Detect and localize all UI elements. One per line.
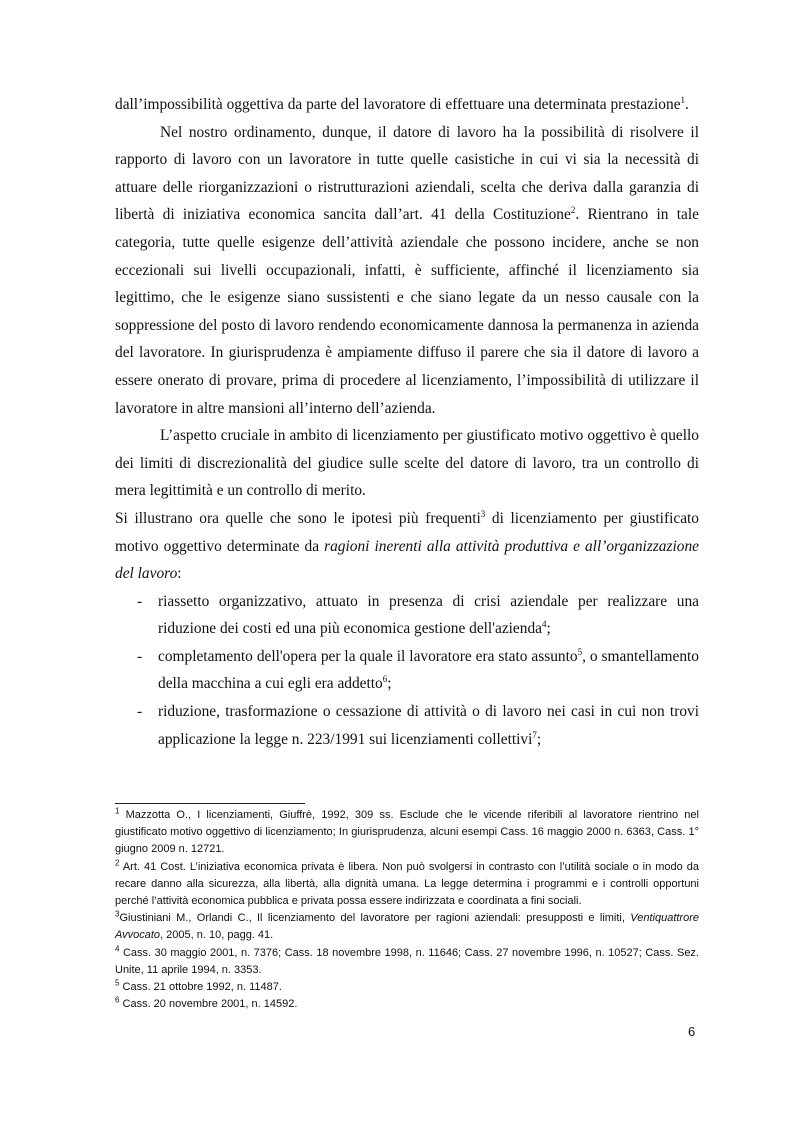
italic-phrase: ragioni inerenti alla attività produttiva e all’organizzazione del lavoro <box>115 537 699 583</box>
paragraph-3: L’aspetto cruciale in ambito di licenziamento per giustificato motivo oggettivo è quello dei limiti di discrezionalità del giudice sulle scelte del datore di lavoro, tra un controllo di mera legittimità e un controllo di merito. <box>115 427 699 500</box>
footnote-ref-3: 3 <box>480 508 486 519</box>
body-text <box>115 91 699 753</box>
footnote-separator <box>115 803 305 804</box>
footnote-6: $^6$ Cass. 20 novembre 2001, n. 14592. <box>115 995 298 1011</box>
paragraph-1: dall’impossibilità oggettiva da parte del lavoratore di effettuare una determinata prestazione$^1$. <box>115 94 689 113</box>
footnote-4: $^4$ Cass. 30 maggio 2001, n. 7376; Cass. 18 novembre 1998, n. 11646; Cass. 27 novembre 1996, n. 10527; Cass. Sez. Unite, 11 aprile 1994, n. 3353. <box>115 943 699 976</box>
list-dash: - <box>137 592 143 610</box>
footnotes <box>115 807 699 1013</box>
page-number: 6 <box>688 1024 696 1039</box>
footnote-ref-6: 6 <box>382 674 388 685</box>
paragraph-2: Nel nostro ordinamento, dunque, il datore di lavoro ha la possibilità di risolvere il rapporto di lavoro con un lavoratore in tutte quelle casistiche in cui vi sia la necessità di attuare delle riorganizzazioni o ristrutturazioni aziendali, scelta che deriva dalla garanzia di libertà di iniziativa economica sancita dall’art. 41 della Costituzione$^2$. Rientrano in tale categoria, tutte quelle esigenze dell’attività aziendale che possono incidere, anche se non eccezionali sui livelli occupazionali, infatti, è sufficiente, affinché il licenziamento sia legittimo, che le esigenze siano sussistenti e che siano legate da un nesso causale con la soppressione del posto di lavoro rendendo economicamente dannosa la permanenza in azienda del lavoratore. In giurisprudenza è ampiamente diffuso il parere che sia il datore di lavoro a essere onerato di provare, prima di procedere al licenziamento, l’impossibilità di utilizzare il lavoratore in altre mansioni all’interno dell’azienda. <box>115 123 699 417</box>
paragraph-4: Si illustrano ora quelle che sono le ipotesi più frequenti$^3$ di licenziamento per giustificato motivo oggettivo determinate da ragioni inerenti alla attività produttiva e all’organizzazione del lavoro: <box>115 508 699 583</box>
footnote-3: $^3$Giustiniani M., Orlandi C., Il licenziamento del lavoratore per ragioni aziendali: presupposti e limiti, Ventiquattrore Avvocato, 2005, n. 10, pagg. 41. <box>115 909 699 942</box>
list-dash: - <box>137 647 143 665</box>
footnote-ref-1: 1 <box>680 94 686 105</box>
footnote-ref-5: 5 <box>577 646 583 657</box>
footnote-ref-4: 4 <box>541 619 547 630</box>
footnote-2: $^2$ Art. 41 Cost. L’iniziativa economica privata è libera. Non può svolgersi in contrasto con l’utilità sociale o in modo da recare danno alla sicurezza, alla libertà, alla dignità umana. La legge determina i programmi e i controlli opportuni perché l’attività economica pubblica e privata possa essere indirizzata e coordinata a fini sociali. <box>115 857 699 908</box>
footnote-ref-7: 7 <box>532 729 537 740</box>
list-item: - riduzione, trasformazione o cessazione di attività o di lavoro nei casi in cui non trovi applicazione la legge n. 223/1991 sui licenziamenti collettivi$^7$; <box>115 698 699 753</box>
footnote-1: $^1$ Mazzotta O., I licenziamenti, Giuffrè, 1992, 309 ss. Esclude che le vicende riferibili al lavoratore rientrino nel giustificato motivo oggettivo di licenziamento; In giurisprudenza, alcuni esempi Cass. 16 maggio 2000 n. 6363, Cass. 1° giugno 2009 n. 12721. <box>115 806 699 856</box>
list-item: - completamento dell'opera per la quale il lavoratore era stato assunto$^5$, o smantellamento della macchina a cui egli era addetto$^6$; <box>115 643 699 698</box>
hypotheses-list <box>115 588 699 754</box>
list-item: - riassetto organizzativo, attuato in presenza di crisi aziendale per realizzare una riduzione dei costi ed una più economica gestione dell'azienda$^4$; <box>115 588 699 643</box>
list-dash: - <box>137 703 143 721</box>
footnote-5: $^5$ Cass. 21 ottobre 1992, n. 11487. <box>115 978 282 994</box>
footnote-ref-2: 2 <box>570 205 576 216</box>
